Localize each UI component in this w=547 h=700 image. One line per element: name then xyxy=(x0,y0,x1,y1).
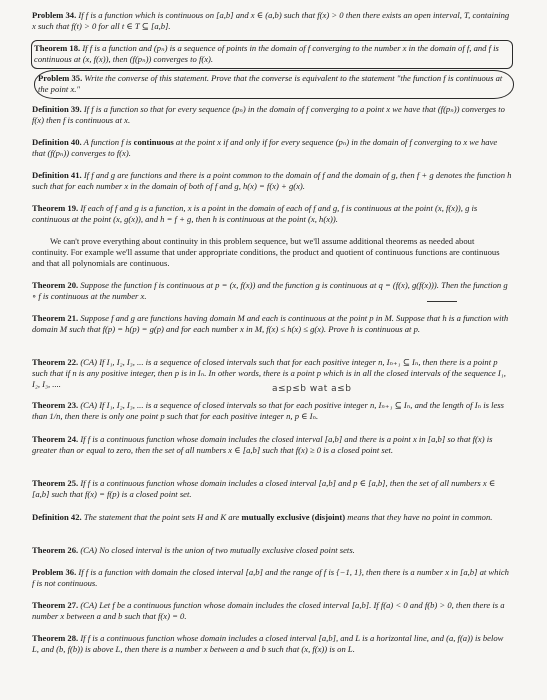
theorem-26-prefix: (CA) xyxy=(80,545,98,555)
definition-40-label: Definition 40. xyxy=(32,137,82,147)
definition-39 xyxy=(32,104,512,126)
problem-36 xyxy=(32,567,512,589)
theorem-25-text: If f is a continuous function whose domain includes a closed interval [a,b] and p ∈ [a,b], then the set of all numbers x ∈ [a,b] such that f(x) = f(p) is a closed point set. xyxy=(32,478,496,499)
problem-36-text: If f is a function with domain the closed interval [a,b] and the range of f is {−1, 1}, then there is a number x in [a,b] at which f is not continuous. xyxy=(32,567,509,588)
theorem-18 xyxy=(34,43,510,65)
theorem-20-text: Suppose the function f is continuous at p = (x, f(x)) and the function g is continuous at q = (f(x), g(f(x))). Then the function g ∘ f is continuous at the number x. xyxy=(32,280,508,301)
definition-40-text-b: at the point x if and only if for every sequence (pₙ) in the domain of f converging to x we have that (f(pₙ)) converges to f(x). xyxy=(32,137,498,158)
theorem-28-text: If f is a continuous function whose domain includes a closed interval [a,b], and L is a horizontal line, and (a, f(a)) is below L, and (b, f(b)) is above L, then there is a number x between a and b such that (x, f(x)) is on L. xyxy=(32,633,504,654)
theorem-18-text: If f is a function and (pₙ) is a sequence of points in the domain of f converging to the number x in the domain of f, and f is continuous at (x, f(x)), then (f(pₙ)) converges to f(x). xyxy=(34,43,499,64)
definition-41 xyxy=(32,170,512,192)
theorem-28-label: Theorem 28. xyxy=(32,633,79,643)
definition-41-label: Definition 41. xyxy=(32,170,82,180)
continuity-paragraph xyxy=(32,236,512,269)
theorem-19-label: Theorem 19. xyxy=(32,203,79,213)
handwritten-note: a≤p≤b wat a≤b xyxy=(272,384,352,394)
problem-35 xyxy=(38,73,510,95)
ink-underline xyxy=(427,301,457,302)
definition-40-text-a: A function f is xyxy=(83,137,132,147)
theorem-24 xyxy=(32,434,512,456)
problem-34-label: Problem 34. xyxy=(32,10,77,20)
theorem-22-prefix: (CA) xyxy=(80,357,98,367)
theorem-24-label: Theorem 24. xyxy=(32,434,79,444)
theorem-26-label: Theorem 26. xyxy=(32,545,79,555)
definition-42-text-a: The statement that the point sets H and K are xyxy=(83,512,240,522)
definition-41-text: If f and g are functions and there is a point common to the domain of f and the domain of g, then f + g denotes the function h such that for each number x in the domain of both of f and g, h(x) = f(x) + g(x). xyxy=(32,170,512,191)
theorem-23-label: Theorem 23. xyxy=(32,400,79,410)
problem-36-label: Problem 36. xyxy=(32,567,77,577)
theorem-22-label: Theorem 22. xyxy=(32,357,79,367)
problem-35-text: Write the converse of this statement. Prove that the converse is equivalent to the statement "the function f is continuous at the point x." xyxy=(38,73,503,94)
theorem-23 xyxy=(32,400,512,422)
definition-39-label: Definition 39. xyxy=(32,104,82,114)
theorem-21 xyxy=(32,313,512,335)
theorem-27-text: Let f be a continuous function whose domain includes the closed interval [a,b]. If f(a) < 0 and f(b) > 0, then there is a number x between a and b such that f(x) = 0. xyxy=(32,600,505,621)
problem-34 xyxy=(32,10,512,32)
theorem-18-label: Theorem 18. xyxy=(34,43,81,53)
theorem-20-label: Theorem 20. xyxy=(32,280,79,290)
theorem-26 xyxy=(32,545,512,556)
definition-42 xyxy=(32,512,512,523)
theorem-28 xyxy=(32,633,512,655)
theorem-21-label: Theorem 21. xyxy=(32,313,79,323)
problem-35-label: Problem 35. xyxy=(38,73,83,83)
definition-42-label: Definition 42. xyxy=(32,512,82,522)
theorem-19-text: If each of f and g is a function, x is a point in the domain of each of f and g, f is continuous at the point (x, f(x)), g is continuous at the point (x, g(x)), and h = f + g, then h is continuous at the point (x, h(x)). xyxy=(32,203,478,224)
theorem-23-prefix: (CA) xyxy=(80,400,98,410)
theorem-21-text: Suppose f and g are functions having domain M and each is continuous at the point p in M. Suppose that h is a function with domain M such that f(p) = h(p) = g(p) and for each number x in M, f(x) ≤ h(x) ≤ g(x). Prove h is continuous at p. xyxy=(32,313,509,334)
theorem-27 xyxy=(32,600,512,622)
definition-40-bold: continuous xyxy=(133,137,174,147)
problem-34-text: If f is a function which is continuous on [a,b] and x ∈ (a,b) such that f(x) > 0 then there exists an open interval, T, containing x such that f(t) > 0 for all t ∈ T ⊆ [a,b]. xyxy=(32,10,510,31)
definition-39-text: If f is a function so that for every sequence (pₙ) in the domain of f converging to a point x we have that (f(pₙ)) converges to f(x) then f is continuous at x. xyxy=(32,104,505,125)
theorem-20 xyxy=(32,280,512,302)
theorem-24-text: If f is a continuous function whose domain includes the closed interval [a,b] and there is a point x in [a,b] so that f(x) is greater than or equal to zero, then the set of all numbers x ∈ [a,b] such that f(x) ≥ 0 is a closed point set. xyxy=(32,434,493,455)
theorem-25-label: Theorem 25. xyxy=(32,478,79,488)
definition-42-bold: mutually exclusive (disjoint) xyxy=(241,512,346,522)
definition-40 xyxy=(32,137,512,159)
definition-42-text-b: means that they have no point in common. xyxy=(347,512,493,522)
theorem-25 xyxy=(32,478,512,500)
theorem-26-text: No closed interval is the union of two mutually exclusive closed point sets. xyxy=(99,545,355,555)
theorem-22-text: If I₁, I₂, I₃, ... is a sequence of closed intervals such that for each positive integer n, Iₙ₊₁ ⊆ Iₙ, then there is a point p such that if n is any positive integer, then p is in Iₙ. In other words, there is a point p which is in all the closed intervals of the sequence I₁, I₂, I₃, .... xyxy=(32,357,506,389)
paragraph-text: We can't prove everything about continuity in this problem sequence, but we'll assume additional theorems as needed about continuity. For example we'll assume that under appropriate conditions, the product and quotient of continuous functions are continuous and that all polynomials are continuous. xyxy=(32,236,500,268)
theorem-27-label: Theorem 27. xyxy=(32,600,79,610)
theorem-19 xyxy=(32,203,512,225)
theorem-23-text: If I₁, I₂, I₃, ... is a sequence of closed intervals so that for each positive integer n, Iₙ₊₁ ⊆ Iₙ, and the length of Iₙ is less than 1/n, then there is only one point p such that for each positive integer n, p ∈ Iₙ. xyxy=(32,400,504,421)
theorem-27-prefix: (CA) xyxy=(80,600,98,610)
